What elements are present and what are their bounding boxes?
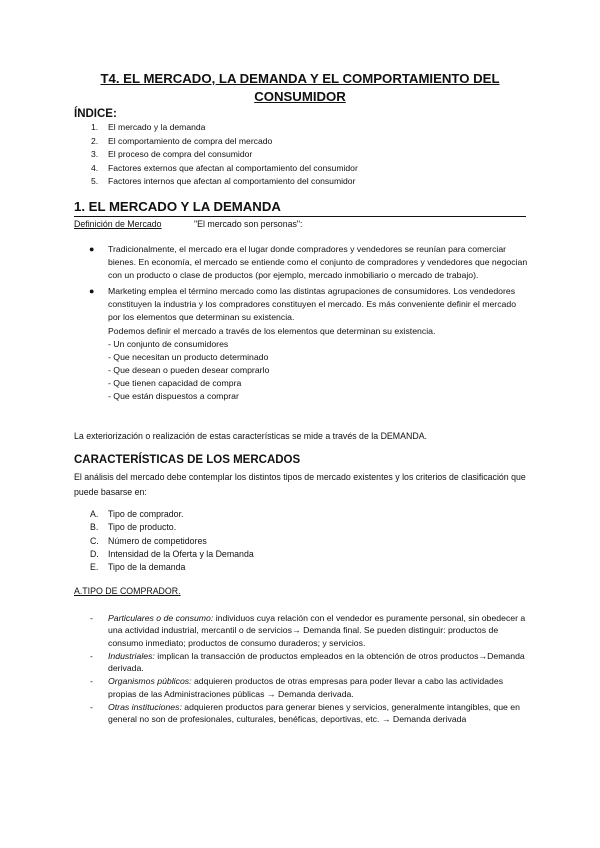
element-item: - Un conjunto de consumidores [108,338,229,349]
definition-label: Definición de Mercado [74,219,162,229]
bullet-item: ● Tradicionalmente, el mercado era el lugar donde compradores y vendedores se reunían para comerciar bienes. En economía, el mercado se entiende como el conjunto de compradores y vendedores que negocian con un producto o clase de productos (por ejemplo, mercado inmobiliario o mercado de trabajo). [89,244,528,281]
index-item: 1. El mercado y la demanda [91,122,206,132]
bullet-icon: ● [89,244,95,254]
index-item: 5. Factores internos que afectan al comportamiento del consumidor [91,176,356,187]
element-item: - Que necesitan un producto determinado [108,351,269,362]
element-item: - Que desean o pueden desear comprarlo [108,364,270,375]
buyer-type-heading: A.TIPO DE COMPRADOR. [74,586,181,596]
criteria-item: E. Tipo de la demanda [90,562,186,573]
buyer-type-item: - Otras instituciones: adquieren productos para generar bienes y servicios, generalmente intangibles, que en general no son de profesionales, culturales, benéficas, deportivas, etc. → Demanda derivada [90,702,520,725]
bullet-item: ● Marketing emplea el término mercado como las distintas agrupaciones de consumidores. Los vendedores constituyen la industria y los compradores constituyen el mercado. Es más conveniente definir el mercado por los elementos que determinan su existencia. Podemos definir el mercado a través de los elementos que determinan su existencia. - Un conjunto de consumidores - Que necesitan un producto determinado - Que desean o pueden desear comprarlo - Que tienen capacidad de compra - Que están dispuestos a comprar [74,285,530,403]
index-item: 3. El proceso de compra del consumidor [91,149,253,160]
section-heading-mercado: 1. EL MERCADO Y LA DEMANDA [74,199,526,217]
criteria-list [74,508,254,574]
index-list [74,121,358,189]
buyer-type-item: - Particulares o de consumo: individuos cuya relación con el vendedor es puramente personal, sin obedecer a una actividad industrial, mercantil o de servicios→ Demanda final. Se pueden distinguir: productos de consumo inmediato; productos de consumo duraderos; y servicios. [90,613,526,648]
buyer-type-list [74,612,530,727]
definition-line [74,219,303,229]
index-item: 4. Factores externos que afectan al comportamiento del consumidor [91,162,358,173]
criteria-item: D. Intensidad de la Oferta y la Demanda [90,548,254,559]
criteria-item: B. Tipo de producto. [90,522,177,533]
characteristics-intro: El análisis del mercado debe contemplar los distintos tipos de mercado existentes y los criterios de clasificación que puede basarse en: [74,472,526,497]
buyer-type-item: - Industriales: implican la transacción de productos empleados en la obtención de otros productos→Demanda derivada. [90,650,525,674]
index-heading: ÍNDICE: [74,108,117,120]
characteristics-heading: CARACTERÍSTICAS DE LOS MERCADOS [74,454,301,466]
definition-quote: "El mercado son personas": [194,219,303,229]
mercado-bullets [74,243,530,406]
element-item: - Que están dispuestos a comprar [108,391,239,402]
document-title: T4. EL MERCADO, LA DEMANDA Y EL COMPORTAMIENTO DEL CONSUMIDOR [100,71,500,104]
element-item: - Que tienen capacidad de compra [108,377,242,388]
criteria-item: C. Número de competidores [90,535,207,546]
buyer-type-item: - Organismos públicos: adquieren productos de otras empresas para poder llevar a cabo las actividades propias de las Administraciones públicas → Demanda derivada. [90,676,504,699]
criteria-item: A. Tipo de comprador. [90,509,184,519]
demanda-paragraph: La exteriorización o realización de estas características se mide a través de la DEMANDA. [74,431,428,441]
bullet-icon: ● [89,286,95,297]
index-item: 2. El comportamiento de compra del mercado [91,135,273,146]
